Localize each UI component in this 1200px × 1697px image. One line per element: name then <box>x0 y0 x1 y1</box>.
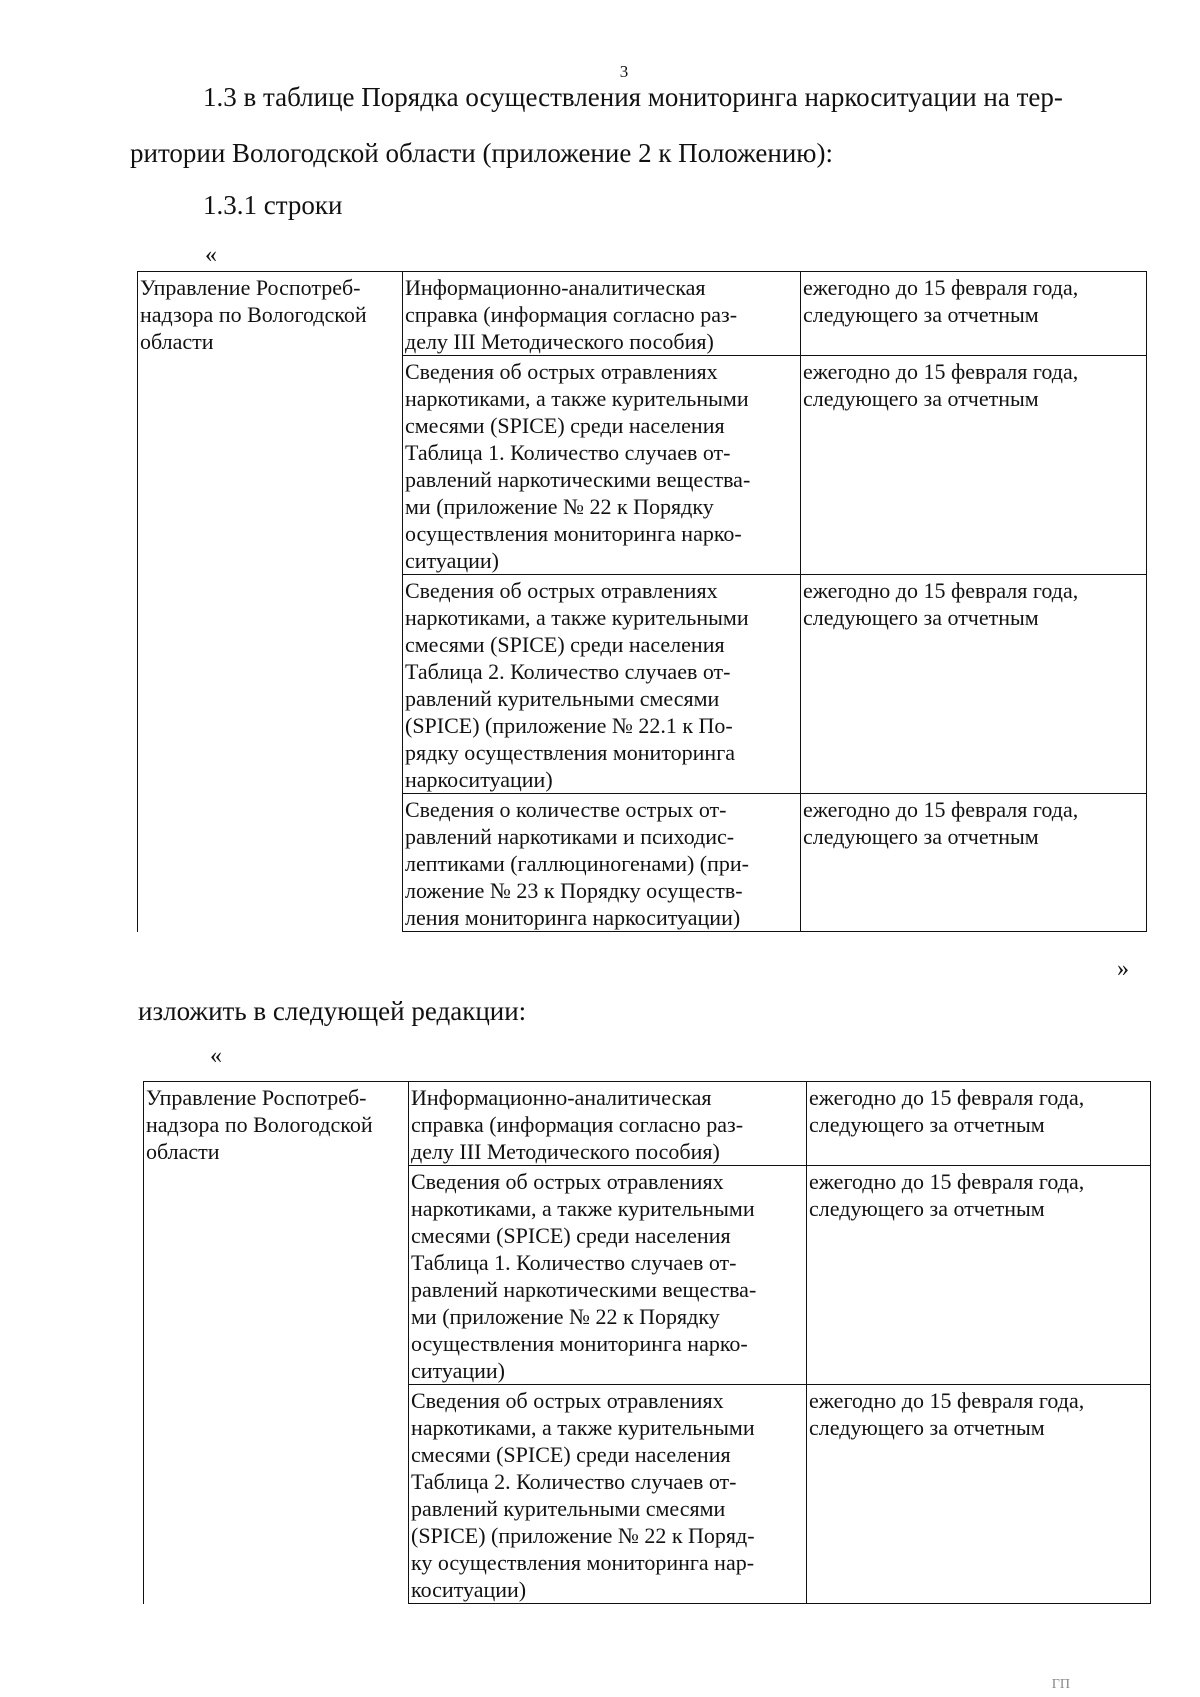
organization-line: области <box>140 329 214 354</box>
document-cell <box>403 794 801 932</box>
document-cell <box>409 1082 807 1166</box>
document-line: Сведения об острых отравлениях <box>411 1169 724 1194</box>
document-line: делу III Методического пособия) <box>405 329 714 354</box>
deadline-line: ежегодно до 15 февраля года, <box>809 1085 1085 1110</box>
page-number: 3 <box>619 62 629 81</box>
document-line: равлений наркотиками и психодис- <box>405 824 735 849</box>
deadline-cell <box>807 1385 1151 1604</box>
deadline-line: следующего за отчетным <box>803 605 1039 630</box>
document-line: равлений курительными смесями <box>411 1496 726 1521</box>
document-line: (SPICE) (приложение № 22.1 к По- <box>405 713 733 738</box>
document-cell <box>403 356 801 575</box>
opening-quote-1: « <box>205 242 217 268</box>
document-line: (SPICE) (приложение № 22 к Поряд- <box>411 1523 755 1548</box>
document-line: ми (приложение № 22 к Порядку <box>405 494 714 519</box>
document-line: лептиками (галлюциногенами) (при- <box>405 851 749 876</box>
intro-line-2: ритории Вологодской области (приложение 2 к Положению): <box>130 138 833 168</box>
document-line: наркотиками, а также курительными <box>411 1415 755 1440</box>
document-line: ложение № 23 к Порядку осуществ- <box>405 878 743 903</box>
document-line: Сведения об острых отравлениях <box>405 359 718 384</box>
document-line: Сведения об острых отравлениях <box>411 1388 724 1413</box>
document-line: Сведения об острых отравлениях <box>405 578 718 603</box>
deadline-line: следующего за отчетным <box>809 1112 1045 1137</box>
document-line: осуществления мониторинга нарко- <box>411 1331 748 1356</box>
opening-quote-2: « <box>210 1043 222 1069</box>
deadline-line: ежегодно до 15 февраля года, <box>803 359 1079 384</box>
document-line: ситуации) <box>405 548 499 573</box>
document-line: рядку осуществления мониторинга <box>405 740 735 765</box>
document-line: Таблица 1. Количество случаев от- <box>405 440 731 465</box>
deadline-line: ежегодно до 15 февраля года, <box>803 578 1079 603</box>
intro-line-1: 1.3 в таблице Порядка осуществления мониторинга наркоситуации на тер- <box>203 82 1063 112</box>
document-line: Информационно-аналитическая <box>405 275 706 300</box>
organization-line: Управление Роспотреб- <box>140 275 361 300</box>
document-line: смесями (SPICE) среди населения <box>405 413 725 438</box>
table-old <box>137 271 1147 932</box>
document-cell <box>403 575 801 794</box>
document-cell <box>409 1385 807 1604</box>
document-line: наркоситуации) <box>405 767 553 792</box>
document-cell <box>403 272 801 356</box>
middle-text: изложить в следующей редакции: <box>138 996 527 1026</box>
document-line: смесями (SPICE) среди населения <box>411 1223 731 1248</box>
corner-mark: ГП <box>1051 1677 1070 1692</box>
document-line: смесями (SPICE) среди населения <box>411 1442 731 1467</box>
document-cell <box>409 1166 807 1385</box>
document-line: равлений наркотическими вещества- <box>411 1277 757 1302</box>
table-row <box>144 1082 1151 1166</box>
organization-cell <box>144 1082 409 1604</box>
document-line: коситуации) <box>411 1577 527 1602</box>
deadline-line: ежегодно до 15 февраля года, <box>809 1169 1085 1194</box>
document-line: Таблица 2. Количество случаев от- <box>405 659 731 684</box>
deadline-line: следующего за отчетным <box>809 1415 1045 1440</box>
organization-line: надзора по Вологодской <box>146 1112 373 1137</box>
deadline-line: ежегодно до 15 февраля года, <box>803 797 1079 822</box>
deadline-line: следующего за отчетным <box>803 302 1039 327</box>
document-line: Информационно-аналитическая <box>411 1085 712 1110</box>
deadline-cell <box>801 272 1147 356</box>
document-line: ситуации) <box>411 1358 505 1383</box>
deadline-line: следующего за отчетным <box>803 386 1039 411</box>
document-line: осуществления мониторинга нарко- <box>405 521 742 546</box>
organization-line: надзора по Вологодской <box>140 302 367 327</box>
document-line: наркотиками, а также курительными <box>405 386 749 411</box>
document-line: ми (приложение № 22 к Порядку <box>411 1304 720 1329</box>
table-row <box>138 272 1147 356</box>
deadline-cell <box>801 794 1147 932</box>
deadline-line: следующего за отчетным <box>809 1196 1045 1221</box>
document-line: наркотиками, а также курительными <box>405 605 749 630</box>
deadline-line: ежегодно до 15 февраля года, <box>803 275 1079 300</box>
document-line: справка (информация согласно раз- <box>405 302 738 327</box>
document-line: наркотиками, а также курительными <box>411 1196 755 1221</box>
document-line: ку осуществления мониторинга нар- <box>411 1550 755 1575</box>
deadline-line: ежегодно до 15 февраля года, <box>809 1388 1085 1413</box>
document-line: Таблица 2. Количество случаев от- <box>411 1469 737 1494</box>
document-line: делу III Методического пособия) <box>411 1139 720 1164</box>
organization-line: области <box>146 1139 220 1164</box>
organization-cell <box>138 272 403 932</box>
intro-line-3: 1.3.1 строки <box>203 190 343 220</box>
deadline-cell <box>801 575 1147 794</box>
document-line: Таблица 1. Количество случаев от- <box>411 1250 737 1275</box>
document-line: Сведения о количестве острых от- <box>405 797 727 822</box>
deadline-cell <box>807 1166 1151 1385</box>
table-new <box>143 1081 1151 1604</box>
organization-line: Управление Роспотреб- <box>146 1085 367 1110</box>
document-line: равлений наркотическими вещества- <box>405 467 751 492</box>
closing-quote: » <box>1117 956 1129 982</box>
document-line: смесями (SPICE) среди населения <box>405 632 725 657</box>
deadline-cell <box>801 356 1147 575</box>
document-line: ления мониторинга наркоситуации) <box>405 905 741 930</box>
deadline-line: следующего за отчетным <box>803 824 1039 849</box>
deadline-cell <box>807 1082 1151 1166</box>
document-line: справка (информация согласно раз- <box>411 1112 744 1137</box>
document-line: равлений курительными смесями <box>405 686 720 711</box>
